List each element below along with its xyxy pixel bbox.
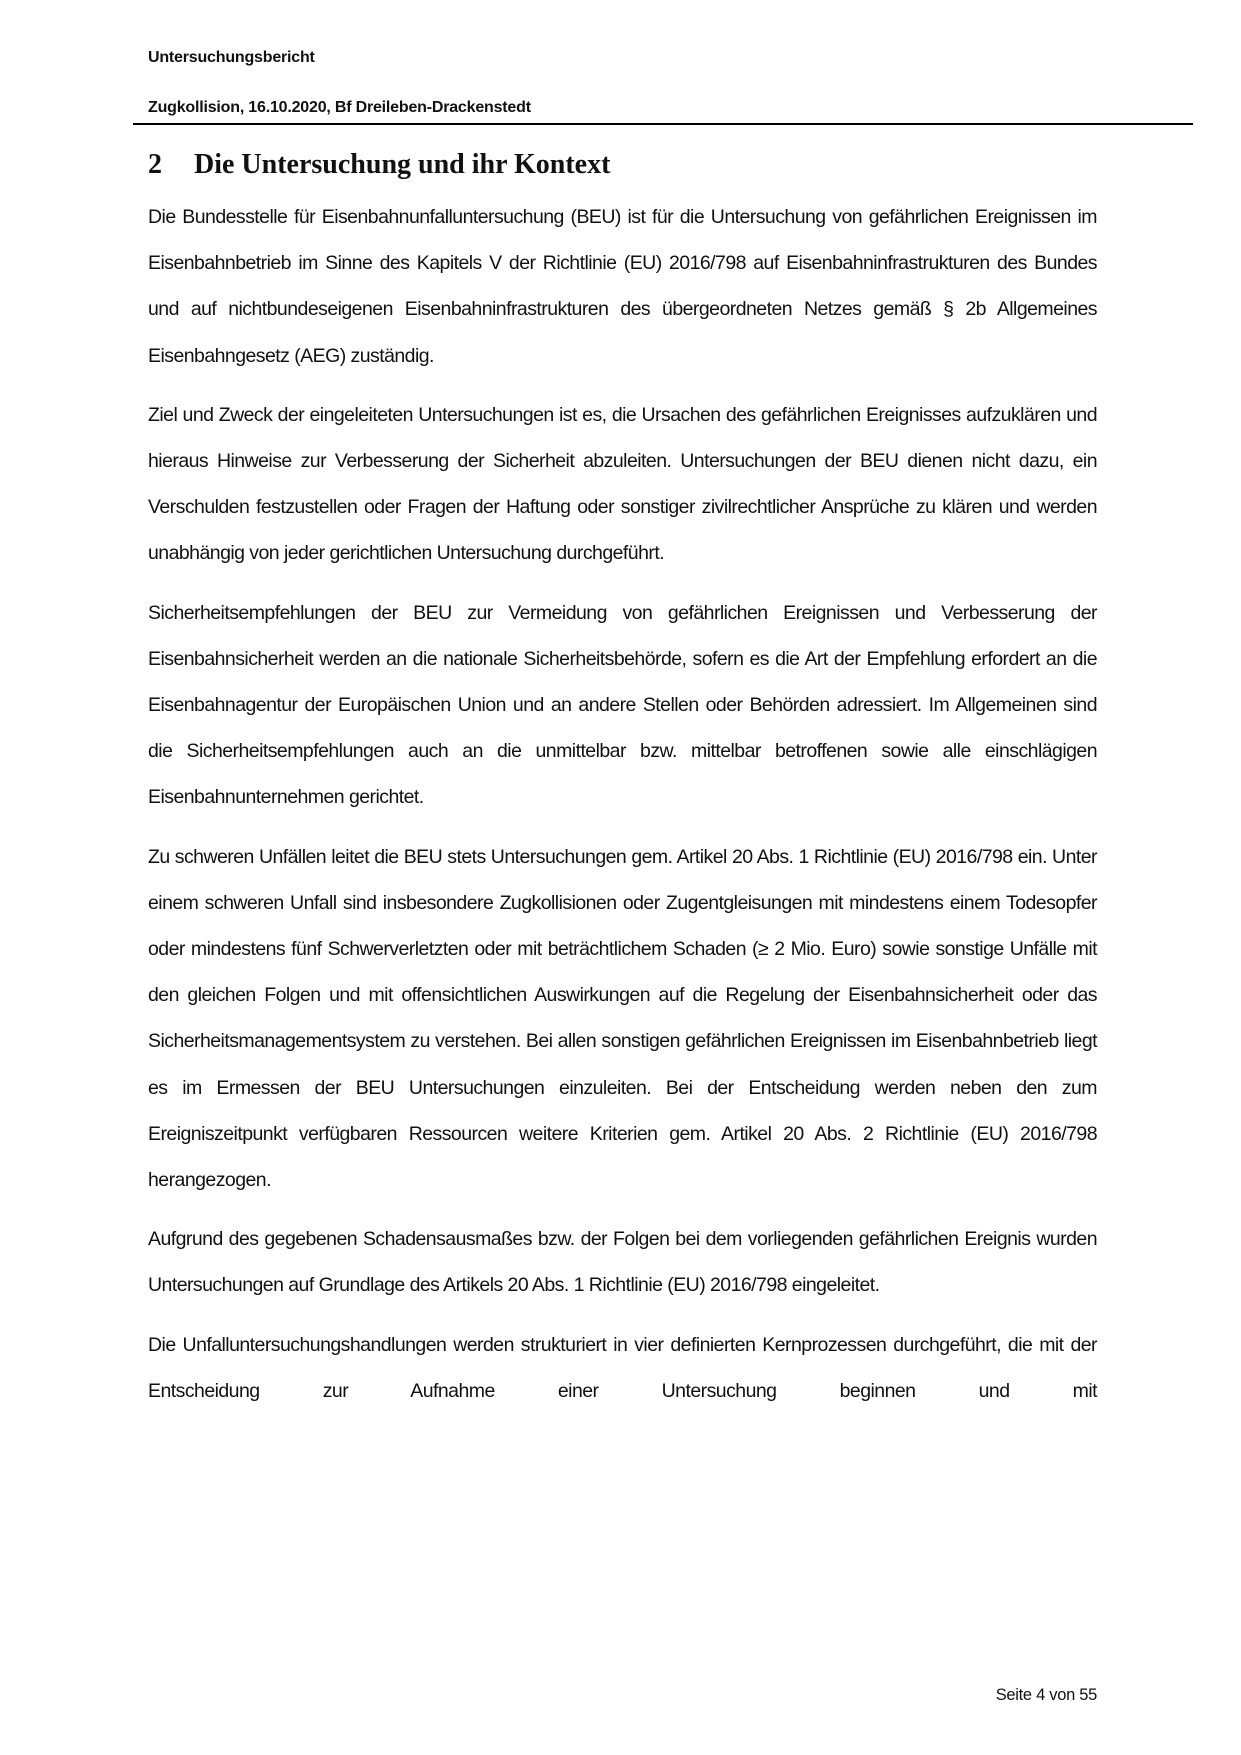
paragraph-safety-recommendations: Sicherheitsempfehlungen der BEU zur Vermeidung von gefährlichen Ereignissen und Verbesserung der Eisenbahnsicherheit werden an die nationale Sicherheitsbehörde, sofern es die Art der Empfehlung erfordert an die Eisenbahnagentur der Europäischen Union und an andere Stellen oder Behörden adressiert. Im Allgemeinen sind die Sicherheitsempfehlungen auch an die unmittelbar bzw. mittelbar betroffenen sowie alle einschlägigen Eisenbahnunternehmen gerichtet. — [148, 601, 1097, 809]
page-header — [148, 48, 1193, 118]
page-number: Seite 4 von 55 — [995, 1686, 1097, 1704]
paragraph-investigation-basis: Aufgrund des gegebenen Schadensausmaßes bzw. der Folgen bei dem vorliegenden gefährlichen Ereignis wurden Untersuchungen auf Grundlage des Artikels 20 Abs. 1 Richtlinie (EU) 2016/798 eingeleitet. — [148, 1228, 1097, 1297]
paragraph-purpose: Ziel und Zweck der eingeleiteten Untersuchungen ist es, die Ursachen des gefährlichen Ereignisses aufzuklären und hieraus Hinweise zur Verbesserung der Sicherheit abzuleiten. Untersuchungen der BEU dienen nicht dazu, ein Verschulden festzustellen oder Fragen der Haftung oder sonstiger zivilrechtlicher Ansprüche zu klären und werden unabhängig von jeder gerichtlichen Untersuchung durchgeführt. — [148, 403, 1097, 565]
section-title: Die Untersuchung und ihr Kontext — [194, 149, 611, 180]
section-heading — [148, 148, 610, 182]
incident-title: Zugkollision, 16.10.2020, Bf Dreileben-Drackenstedt — [148, 99, 531, 116]
header-divider — [133, 123, 1193, 125]
section-number: 2 — [148, 149, 162, 180]
paragraph-serious-accidents: Zu schweren Unfällen leitet die BEU stets Untersuchungen gem. Artikel 20 Abs. 1 Richtlinie (EU) 2016/798 ein. Unter einem schweren Unfall sind insbesondere Zugkollisionen oder Zugentgleisungen mit mindestens einem Todesopfer oder mindestens fünf Schwerverletzten oder mit beträchtlichem Schaden (≥ 2 Mio. Euro) sowie sonstige Unfälle mit den gleichen Folgen und mit offensichtlichen Auswirkungen auf die Regelung der Eisenbahnsicherheit oder das Sicherheitsmanagementsystem zu verstehen. Bei allen sonstigen gefährlichen Ereignissen im Eisenbahnbetrieb liegt es im Ermessen der BEU Untersuchungen einzuleiten. Bei der Entscheidung werden neben den zum Ereigniszeitpunkt verfügbaren Ressourcen weitere Kriterien gem. Artikel 20 Abs. 2 Richtlinie (EU) 2016/798 herangezogen. — [148, 845, 1097, 1192]
paragraph-responsibility: Die Bundesstelle für Eisenbahnunfalluntersuchung (BEU) ist für die Untersuchung von gefährlichen Ereignissen im Eisenbahnbetrieb im Sinne des Kapitels V der Richtlinie (EU) 2016/798 auf Eisenbahninfrastrukturen des Bundes und auf nichtbundeseigenen Eisenbahninfrastrukturen des übergeordneten Netzes gemäß § 2b Allgemeines Eisenbahngesetz (AEG) zuständig. — [148, 206, 1097, 367]
body-text — [148, 194, 1097, 1427]
paragraph-core-processes: Die Unfalluntersuchungshandlungen werden strukturiert in vier definierten Kernprozessen durchgeführt, die mit der Entscheidung zur Aufnahme einer Untersuchung beginnen und mit — [148, 1333, 1097, 1402]
document-type-label: Untersuchungsbericht — [148, 49, 315, 66]
